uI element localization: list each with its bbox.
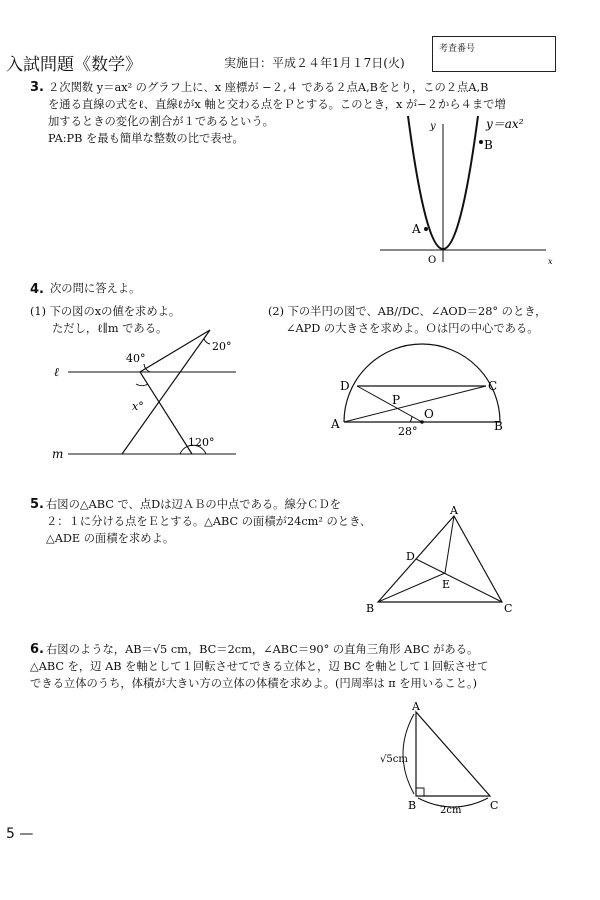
q5-triangle-figure bbox=[362, 504, 522, 618]
q4-intro: 次の問に答えよ。 bbox=[50, 282, 141, 295]
q3-point-b bbox=[479, 140, 483, 144]
q4-p1-line-1: (1) 下の図のxの値を求めよ。 bbox=[30, 305, 181, 318]
q6-line-2: △ABC を，辺 AB を軸として１回転させてできる立体と，辺 BC を軸として１回転させて bbox=[30, 660, 489, 673]
q3-curve-label: y＝ax² bbox=[486, 117, 524, 131]
q3-parabola-graph bbox=[380, 112, 570, 270]
q6-line-1: 右図のような，AB＝√5 cm，BC＝2cm，∠ABC＝90° の直角三角形 ABC がある。 bbox=[46, 643, 479, 656]
label-c: C bbox=[504, 602, 513, 615]
segment-ac bbox=[344, 386, 486, 422]
arc-28 bbox=[410, 416, 412, 422]
q3-line-2: を通る直線の式をℓ、直線ℓがx 軸と交わる点をＰとする。このとき，x が−２から４まで増 bbox=[48, 98, 506, 111]
q4-p2-line-1: (2) 下の半円の図で、AB//DC、∠AOD＝28° のとき， bbox=[268, 305, 547, 318]
label-b: B bbox=[494, 419, 503, 433]
q3-label-b: B bbox=[484, 138, 493, 152]
label-28: 28° bbox=[398, 425, 418, 438]
q6-right-triangle-figure bbox=[374, 700, 514, 820]
arc-20 bbox=[204, 339, 210, 344]
label-p: P bbox=[392, 393, 401, 407]
label-a: A bbox=[331, 417, 340, 431]
q5-line-1: 右図の△ABC で、点Dは辺ＡＢの中点である。線分ＣＤを bbox=[46, 498, 341, 511]
exam-number-box bbox=[432, 36, 556, 72]
label-ab-length: √5cm bbox=[380, 754, 408, 765]
label-b: B bbox=[408, 799, 417, 812]
q5-line-3: △ADE の面積を求めよ。 bbox=[46, 532, 175, 545]
label-a: A bbox=[412, 700, 420, 713]
q6-text bbox=[30, 641, 489, 692]
q3-origin-label: O bbox=[428, 255, 437, 266]
label-m: m bbox=[52, 447, 64, 461]
q6-number: 6. bbox=[30, 642, 44, 657]
label-e: E bbox=[442, 578, 451, 591]
q3-line-1: ２次関数 y＝ax² のグラフ上に、x 座標が −２,４ である２点A,Bをとり，この２点A,B bbox=[48, 81, 489, 94]
q6-line-3: できる立体のうち，体積が大きい方の立体の体積を求めよ。(円周率は π を用いること。) bbox=[30, 677, 478, 690]
label-c: C bbox=[488, 379, 498, 393]
label-40: 40° bbox=[126, 352, 146, 365]
label-d: D bbox=[340, 379, 350, 393]
label-d: D bbox=[406, 550, 415, 563]
q3-line-3: 加するときの変化の割合が１であるという。 bbox=[48, 115, 274, 128]
label-120: 120° bbox=[188, 436, 215, 449]
label-c: C bbox=[490, 799, 499, 812]
exam-date: 実施日：平成２４年1月１7日(火) bbox=[224, 56, 405, 70]
exam-number-label: 考査番号 bbox=[439, 44, 476, 54]
q4-part2-text bbox=[268, 303, 546, 337]
label-o: O bbox=[424, 407, 434, 421]
segment-be bbox=[378, 573, 445, 602]
right-angle-mark bbox=[416, 788, 424, 796]
q3-line-4: PA:PB を最も簡単な整数の比で表せ。 bbox=[48, 132, 244, 145]
q4-p2-line-2: ∠APD の大きさを求めよ。Ｏは円の中心である。 bbox=[286, 322, 539, 335]
q4-number: 4. bbox=[30, 282, 44, 297]
q4-semicircle-figure bbox=[326, 336, 516, 440]
label-l: ℓ bbox=[54, 365, 59, 379]
triangle-abc bbox=[416, 712, 490, 796]
q3-y-axis-label: y bbox=[430, 121, 436, 132]
q3-label-a: A bbox=[412, 222, 421, 236]
q5-line-2: ２：１に分ける点をＥとする。△ABC の面積が24cm² のとき、 bbox=[46, 515, 372, 528]
q3-number: 3. bbox=[30, 80, 44, 95]
q3-x-axis-label: x bbox=[548, 257, 553, 266]
semicircle-arc bbox=[344, 344, 500, 422]
q4-parallel-lines-figure bbox=[46, 324, 250, 464]
arc-x bbox=[136, 384, 148, 386]
page-number: 5 — bbox=[6, 826, 34, 842]
q5-number: 5. bbox=[30, 497, 44, 512]
exam-title: 入試問題《数学》 bbox=[6, 55, 142, 75]
label-20: 20° bbox=[212, 340, 232, 353]
label-bc-length: 2cm bbox=[440, 805, 462, 816]
label-b: B bbox=[366, 602, 375, 615]
label-x: x° bbox=[132, 400, 144, 413]
q4-p1-line-2: ただし，ℓ∥m である。 bbox=[52, 322, 168, 335]
label-a: A bbox=[450, 504, 458, 517]
triangle-abc bbox=[378, 516, 502, 602]
q3-point-a bbox=[424, 227, 428, 231]
q5-text bbox=[46, 496, 371, 547]
